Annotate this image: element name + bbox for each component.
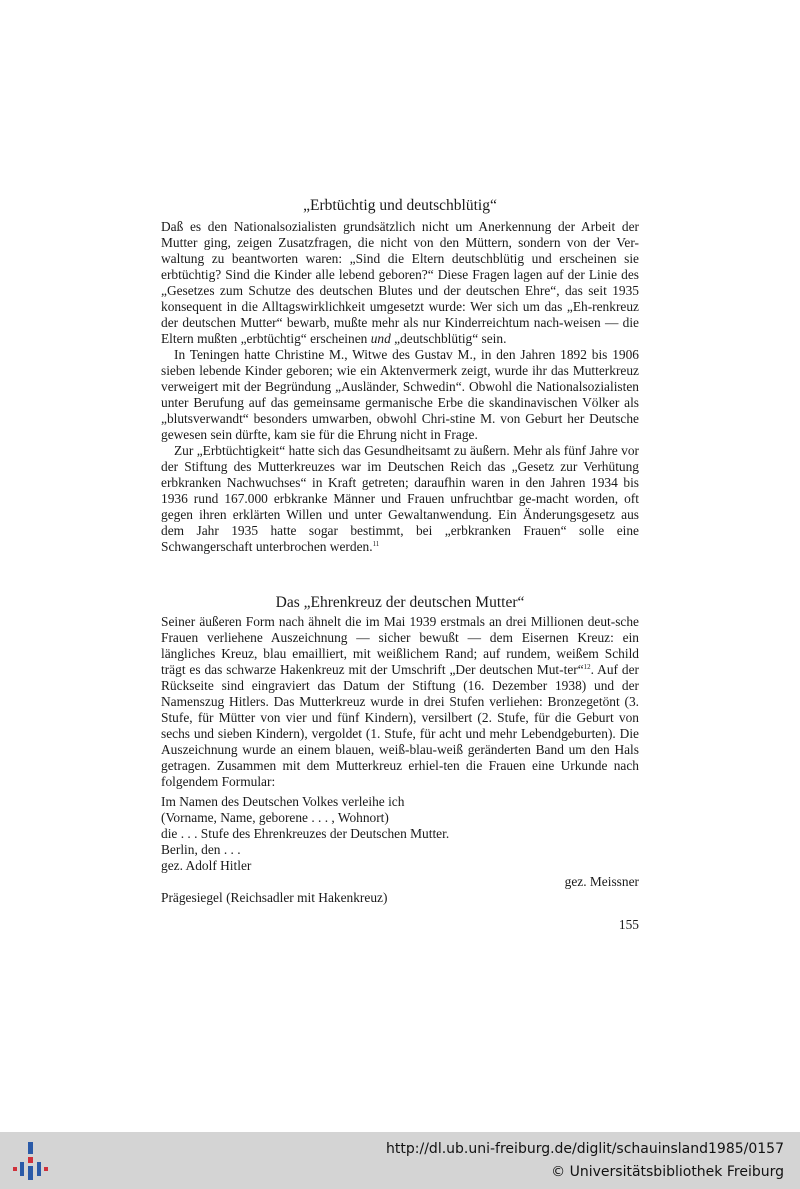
- paragraph-3-text: Zur „Erbtüchtigkeit“ hatte sich das Gesundheitsamt zu äußern. Mehr als fünf Jahre vor der Stiftung des Mutterkreuzes war im Deutschen Reich das „Gesetz zur Verhütung erbkranken Nachwuchses“ in Kraft getreten; daraufhin waren in den Jahren 1934 bis 1936 rund 167.000 erbkranke Männer und Frauen unfruchtbar ge-macht worden, oft gegen ihren erklärten Willen und unter Gewaltanwendung. Ein Änderungsgesetz aus dem Jahr 1935 hatte sogar bestimmt, bei „erbkranken Frauen“ solle eine Schwangerschaft unterbrochen werden.: [161, 443, 639, 554]
- footnote-ref-12: 12: [583, 663, 591, 671]
- ub-freiburg-logo-icon: [10, 1140, 52, 1182]
- paragraph-4: [161, 614, 639, 790]
- certificate-form: [161, 794, 639, 906]
- form-line-2: (Vorname, Name, geborene . . . , Wohnort): [161, 810, 389, 825]
- paragraph-3: [161, 443, 639, 555]
- form-line-4: Berlin, den . . .: [161, 842, 241, 857]
- section-heading-erbtuechtig: „Erbtüchtig und deutschblütig“: [303, 197, 497, 214]
- copyright-notice: © Universitätsbibliothek Freiburg: [551, 1164, 784, 1180]
- paragraph-1-text: Daß es den Nationalsozialisten grundsätzlich nicht um Anerkennung der Arbeit der Mutter ging, zeigen Zusatzfragen, die nicht von den Müttern, sondern von der Ver-waltung zu beantworten waren: „Sind die Eltern deutschblütig und erscheinen sie erbtüchtig? Sind die Kinder alle lebend geboren?“ Diese Fragen lagen auf der Linie des „Gesetzes zum Schutze des deutschen Blutes und der deutschen Ehre“, das seit 1935 konsequent in die Alltagswirklichkeit umgesetzt wurde: Wer sich um das „Eh-renkreuz der deutschen Mutter“ bewarb, mußte mehr als nur Kinderreichtum nach-weisen — die Eltern mußten „erbtüchtig“ erscheinen: [161, 219, 639, 346]
- footnote-ref-11: 11: [372, 540, 380, 548]
- section-body-1: [161, 219, 639, 555]
- paragraph-1: [161, 219, 639, 347]
- paragraph-4-text: Seiner äußeren Form nach ähnelt die im Mai 1939 erstmals an drei Millionen deut-sche Frauen verliehene Auszeichnung — sicher bewußt — dem Eisernen Kreuz: ein längliches Kreuz, blau emailliert, mit weißlichem Rand; auf rundem, weißem Schild trägt es das schwarze Hakenkreuz mit der Umschrift „Der deutschen Mut-ter“: [161, 614, 639, 677]
- source-url-link[interactable]: http://dl.ub.uni-freiburg.de/diglit/schauinsland1985/0157: [386, 1141, 784, 1157]
- form-line-1: Im Namen des Deutschen Volkes verleihe ich: [161, 794, 405, 809]
- form-line-5: gez. Adolf Hitler: [161, 858, 252, 873]
- signature-meissner: gez. Meissner: [564, 874, 639, 889]
- viewer-footer: [0, 1132, 800, 1189]
- form-line-3: die . . . Stufe des Ehrenkreuzes der Deutschen Mutter.: [161, 826, 450, 841]
- paragraph-1-end: „deutschblütig“ sein.: [390, 331, 507, 346]
- page-number: 155: [618, 917, 639, 932]
- paragraph-4-end: . Auf der Rückseite sind eingraviert das Datum der Stiftung (16. Dezember 1938) und der Namenszug Hitlers. Das Mutterkreuz wurde in drei Stufen verliehen: Bronzegetönt (3. Stufe, für Mütter von vier und fünf Kindern), versilbert (2. Stufe, für die Geburt von sechs und sieben Kindern), vergoldet (1. Stufe, für acht und mehr Lebendgeburten). Die Auszeichnung wurde an einem blauen, weiß-blau-weiß geränderten Band um den Hals getragen. Zusammen mit dem Mutterkreuz erhiel-ten die Frauen eine Urkunde nach folgendem Formular:: [161, 662, 639, 789]
- section-body-2: [161, 614, 639, 790]
- section-heading-ehrenkreuz: Das „Ehrenkreuz der deutschen Mutter“: [275, 594, 525, 611]
- paragraph-1-emphasis: und: [370, 331, 391, 346]
- seal-note: Prägesiegel (Reichsadler mit Hakenkreuz): [161, 890, 388, 905]
- paragraph-2: In Teningen hatte Christine M., Witwe des Gustav M., in den Jahren 1892 bis 1906 sieben lebende Kinder geboren; wie ein Aktenvermerk zeigt, wurde ihr das Mutterkreuz verweigert mit der Begründung „Ausländer, Schwedin“. Obwohl die Nationalsozialisten unter Berufung auf das gemeinsame germanische Erbe die skandinavischen Völker als „blutsverwandt“ besonders umwarben, obwohl Chri-stine M. von Geburt her Deutsche gewesen sein dürfte, kam sie für die Ehrung nicht in Frage.: [161, 347, 639, 442]
